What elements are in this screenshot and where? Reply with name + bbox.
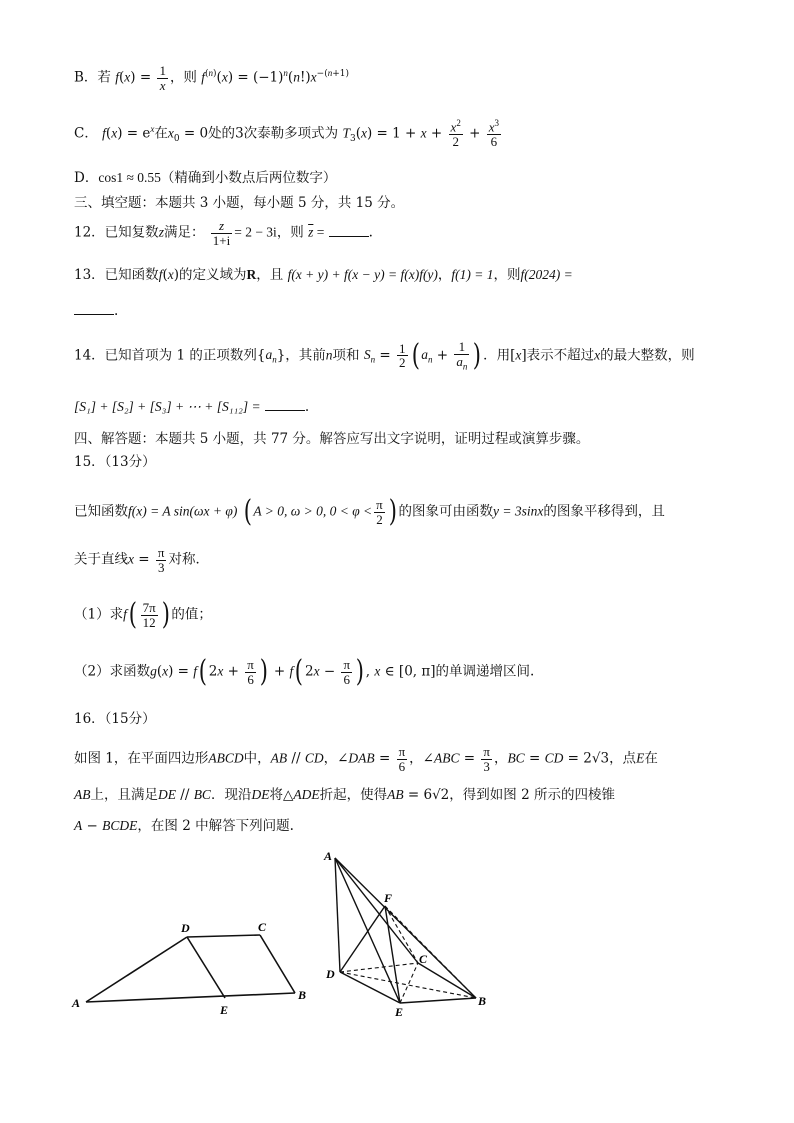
- segment-de: [187, 937, 225, 998]
- question-16-line-2: AB上，且满足DE // BC．现沿DE将△ADE折起，使得AB = 6√2，得到如图 2 所示的四棱锥: [74, 787, 615, 803]
- edge-ec: [400, 963, 418, 1003]
- question-15-stem-2: 关于直线x = $\frac{\pi}{3}$ 对称．: [74, 545, 209, 575]
- question-13: 13．已知函数f(x)的定义域为R，且 f(x + y) + f(x − y) = f(x)f(y)，f(1) = 1，则f(2024) =: [74, 267, 573, 283]
- question-16-heading: 16．（15分）: [74, 711, 156, 727]
- fig2-label-a: A: [324, 849, 333, 863]
- question-15-heading: 15．（13分）: [74, 454, 156, 470]
- question-12: 12．已知复数z满足： $\frac{z}{1+i}$ = 2 − 3i，则 $\overline{z}$ = .: [74, 218, 373, 248]
- figure-2: [318, 848, 498, 1018]
- fig2-label-e: E: [395, 1005, 404, 1018]
- question-14: 14．已知首项为 1 的正项数列$\{a_n\}$，其前n项和 $S_n$ = $\frac{1}{2}$ ( $a_n$ + $\frac{1}{a_n}$ ) ．用[x]表示不超过x的最大整数，则: [74, 337, 695, 373]
- question-16-line-1: 如图 1，在平面四边形ABCD中，AB // CD，∠DAB = $\frac{\pi}{6}$ ，∠ABC = $\frac{\pi}{3}$ ，BC = CD = 2√3，点E在: [74, 744, 658, 774]
- answer-blank-14[interactable]: [265, 398, 305, 411]
- fig1-label-b: B: [298, 988, 307, 1002]
- answer-blank-13[interactable]: [74, 302, 114, 315]
- fig1-label-e: E: [220, 1003, 229, 1017]
- fig2-label-f: F: [384, 891, 393, 905]
- fig1-label-a: A: [72, 996, 81, 1010]
- segment-ab: [86, 993, 295, 1002]
- fig2-label-c: C: [419, 952, 428, 966]
- section-3-heading: 三、填空题：本题共 3 小题，每小题 5 分，共 15 分。: [74, 195, 405, 211]
- edge-ac: [335, 858, 418, 963]
- option-d: D．cos1 ≈ 0.55（精确到小数点后两位数字）: [74, 170, 337, 186]
- edge-dc: [340, 963, 418, 972]
- answer-blank-12[interactable]: [329, 224, 369, 237]
- question-15-stem: 已知函数f(x) = A sin(ωx + φ) ( A > 0, ω > 0, 0 < φ < $\frac{\pi}{2}$ ) 的图象可由函数y = 3sinx的图象平移得到，且: [74, 494, 665, 529]
- segment-cb: [260, 935, 295, 993]
- question-15-part-2: （2）求函数g(x) = f( 2x + $\frac{\pi}{6}$ ) + f( 2x − $\frac{\pi}{6}$ ) , x ∈ [0, π]的单调递增区间.: [74, 654, 535, 689]
- segment-dc: [187, 935, 260, 937]
- segment-ad: [86, 937, 187, 1002]
- question-15-part-1: （1）求f( $\frac{7\pi}{12}$ ) 的值；: [74, 597, 212, 632]
- fig1-label-d: D: [181, 921, 190, 935]
- figure-1: [70, 915, 320, 1020]
- question-13-answer-line: .: [74, 302, 118, 320]
- option-c: C． $f(x) = e^x$在$x_0 = 0$处的3次泰勒多项式为 $T_3(x) = 1 + x$ + $\frac{x^2}{2}$ + $\frac{x^3}{6}$: [74, 118, 500, 149]
- option-b: B．若 f(x) = $\frac{1}{x}$ ，则 $f^{(n)}(x) = (-1)^n(n!)x^{-(n+1)}$: [74, 63, 349, 93]
- fig2-label-d: D: [326, 967, 335, 981]
- question-16-line-3: A − BCDE，在图 2 中解答下列问题.: [74, 818, 294, 834]
- edge-de: [340, 972, 400, 1003]
- question-14-sum: [S₁] + [S₂] + [S₃] + ⋯ + [S₁₁₂] = .: [74, 399, 310, 415]
- edge-eb: [400, 998, 476, 1003]
- fig1-label-c: C: [258, 920, 267, 934]
- fig2-label-b: B: [478, 994, 487, 1008]
- edge-fd: [340, 906, 385, 972]
- edge-ad: [335, 858, 340, 972]
- section-4-heading: 四、解答题：本题共 5 小题，共 77 分。解答应写出文字说明，证明过程或演算步骤。: [74, 431, 590, 447]
